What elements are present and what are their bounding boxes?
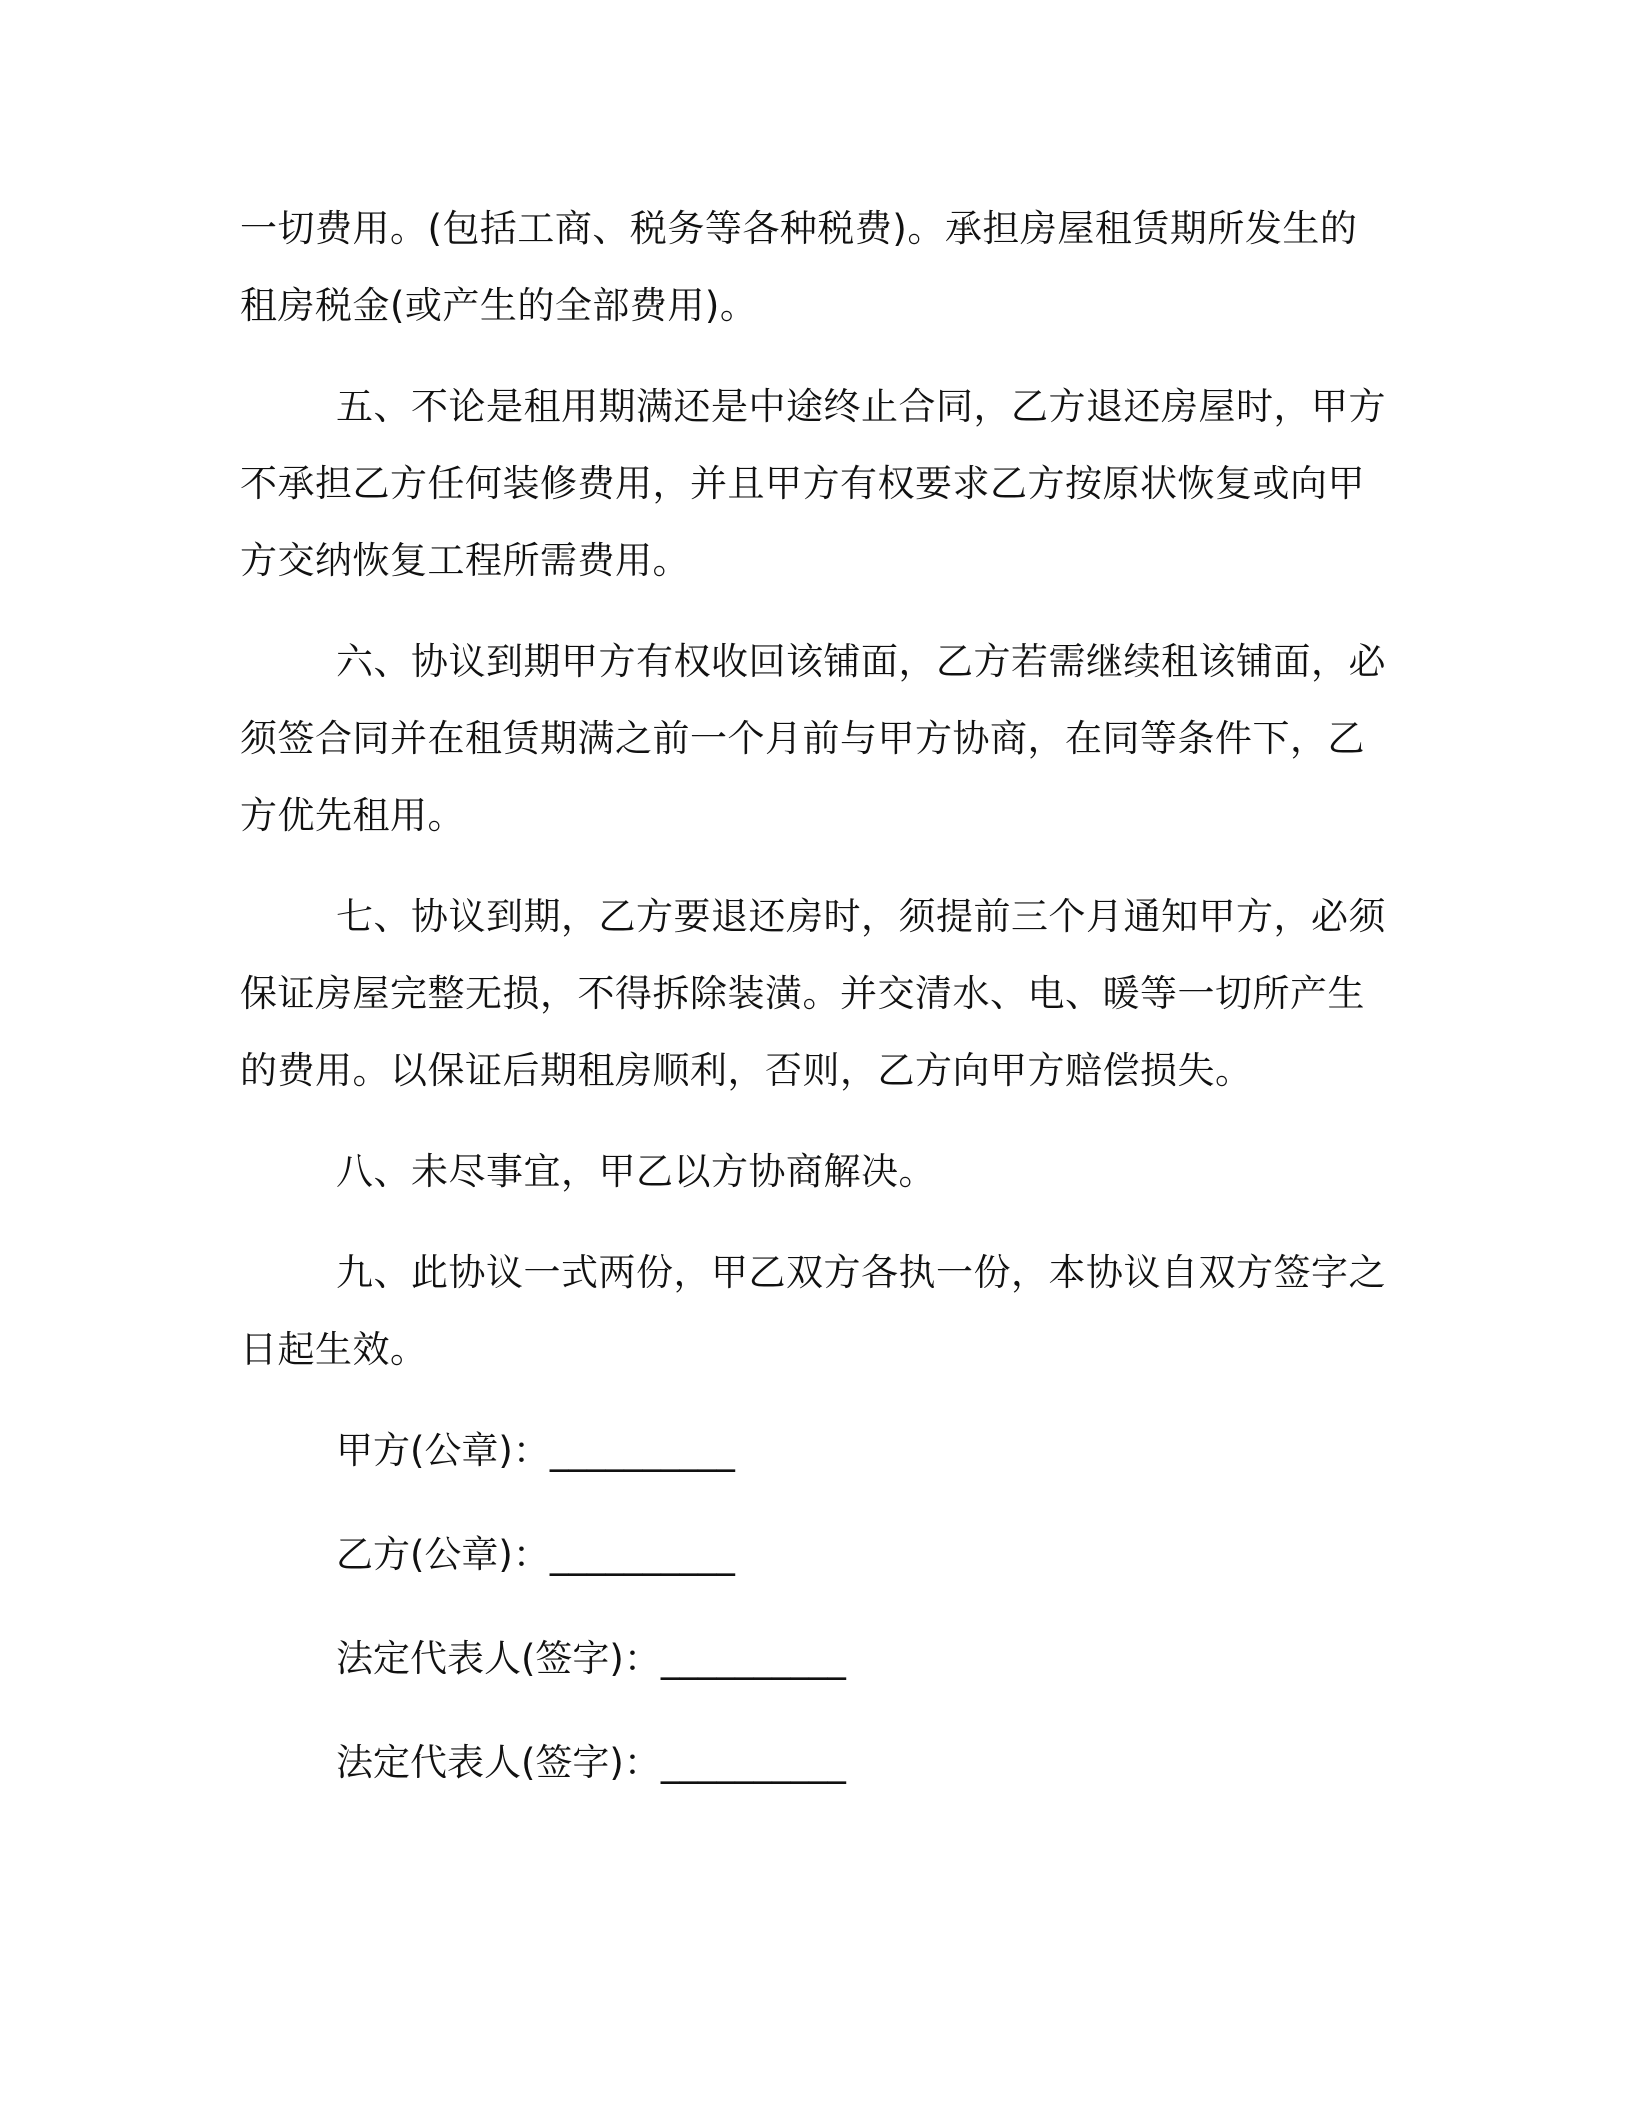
document-body: [240, 190, 1390, 1801]
signature-legal-rep-2: [240, 1724, 1390, 1801]
signature-party-b: [240, 1516, 1390, 1593]
paragraph-continuation: 一切费用。(包括工商、税务等各种税费)。承担房屋租赁期所发生的租房税金(或产生的全部费用)。: [240, 207, 1358, 327]
signature-blank: __________: [549, 1429, 735, 1472]
clause-six: 六、协议到期甲方有权收回该铺面，乙方若需继续租该铺面，必须签合同并在租赁期满之前一个月前与甲方协商，在同等条件下，乙方优先租用。: [240, 640, 1386, 837]
clause-nine: 九、此协议一式两份，甲乙双方各执一份，本协议自双方签字之日起生效。: [240, 1251, 1386, 1371]
clause-five: 五、不论是租用期满还是中途终止合同，乙方退还房屋时，甲方不承担乙方任何装修费用，并且甲方有权要求乙方按原状恢复或向甲方交纳恢复工程所需费用。: [240, 385, 1386, 582]
clause-seven: 七、协议到期，乙方要退还房时，须提前三个月通知甲方，必须保证房屋完整无损，不得拆除装潢。并交清水、电、暖等一切所产生的费用。以保证后期租房顺利，否则，乙方向甲方赔偿损失。: [240, 895, 1386, 1092]
signature-blank: __________: [549, 1533, 735, 1576]
signature-blank: __________: [660, 1741, 846, 1784]
signature-label: 法定代表人(签字)：: [336, 1741, 661, 1784]
signature-legal-rep-1: [240, 1620, 1390, 1697]
signature-label: 法定代表人(签字)：: [336, 1637, 661, 1680]
signature-label: 乙方(公章)：: [336, 1533, 550, 1576]
signature-label: 甲方(公章)：: [336, 1429, 550, 1472]
clause-eight: 八、未尽事宜，甲乙以方协商解决。: [336, 1150, 936, 1193]
signature-blank: __________: [660, 1637, 846, 1680]
signature-party-a: [240, 1412, 1390, 1489]
signature-block: [240, 1412, 1390, 1801]
